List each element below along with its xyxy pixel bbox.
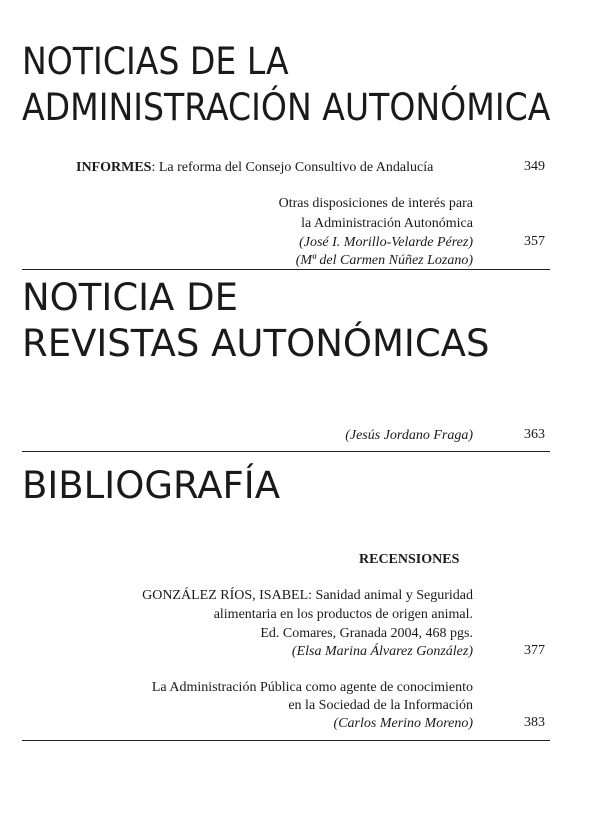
section-heading-revistas — [22, 278, 489, 364]
author: (José I. Morillo-Velarde Pérez) — [299, 235, 473, 250]
page-number: 363 — [524, 427, 545, 442]
author: (Jesús Jordano Fraga) — [345, 428, 473, 443]
entry1-line1: GONZÁLEZ RÍOS, ISABEL: Sanidad animal y Seguridad — [142, 588, 473, 603]
recensiones-label: RECENSIONES — [359, 552, 460, 567]
informes-title: : La reforma del Consejo Consultivo de Andalucía — [151, 160, 434, 175]
entry2-line2: en la Sociedad de la Información — [288, 698, 473, 713]
entry1-line3: Ed. Comares, Granada 2004, 468 pgs. — [260, 626, 473, 641]
heading-line: NOTICIA DE — [22, 276, 239, 319]
heading-line: REVISTAS AUTONÓMICAS — [22, 322, 490, 365]
otras-line2: la Administración Autonómica — [301, 216, 473, 231]
author: (Elsa Marina Álvarez González) — [291, 644, 473, 659]
otras-line1: Otras disposiciones de interés para — [278, 196, 473, 211]
author: (Carlos Merino Moreno) — [333, 716, 473, 731]
heading-line: BIBLIOGRAFÍA — [22, 464, 281, 507]
page-number: 377 — [524, 643, 545, 658]
section-heading-noticias — [22, 42, 550, 128]
page-number: 349 — [524, 159, 545, 174]
section-heading-bibliografia — [22, 466, 280, 506]
page-number: 357 — [524, 234, 545, 249]
author: (Mª del Carmen Núñez Lozano) — [295, 253, 473, 268]
heading-line: NOTICIAS DE LA — [22, 40, 289, 83]
entry2-line1: La Administración Pública como agente de conocimiento — [151, 680, 473, 695]
entry1-line2: alimentaria en los productos de origen animal. — [213, 607, 473, 622]
page-number: 383 — [524, 715, 545, 730]
informes-label: INFORMES — [76, 160, 152, 175]
heading-line: ADMINISTRACIÓN AUTONÓMICA — [22, 86, 551, 129]
divider — [22, 451, 550, 452]
informes-entry — [76, 159, 433, 177]
divider — [22, 269, 550, 270]
divider — [22, 740, 550, 741]
